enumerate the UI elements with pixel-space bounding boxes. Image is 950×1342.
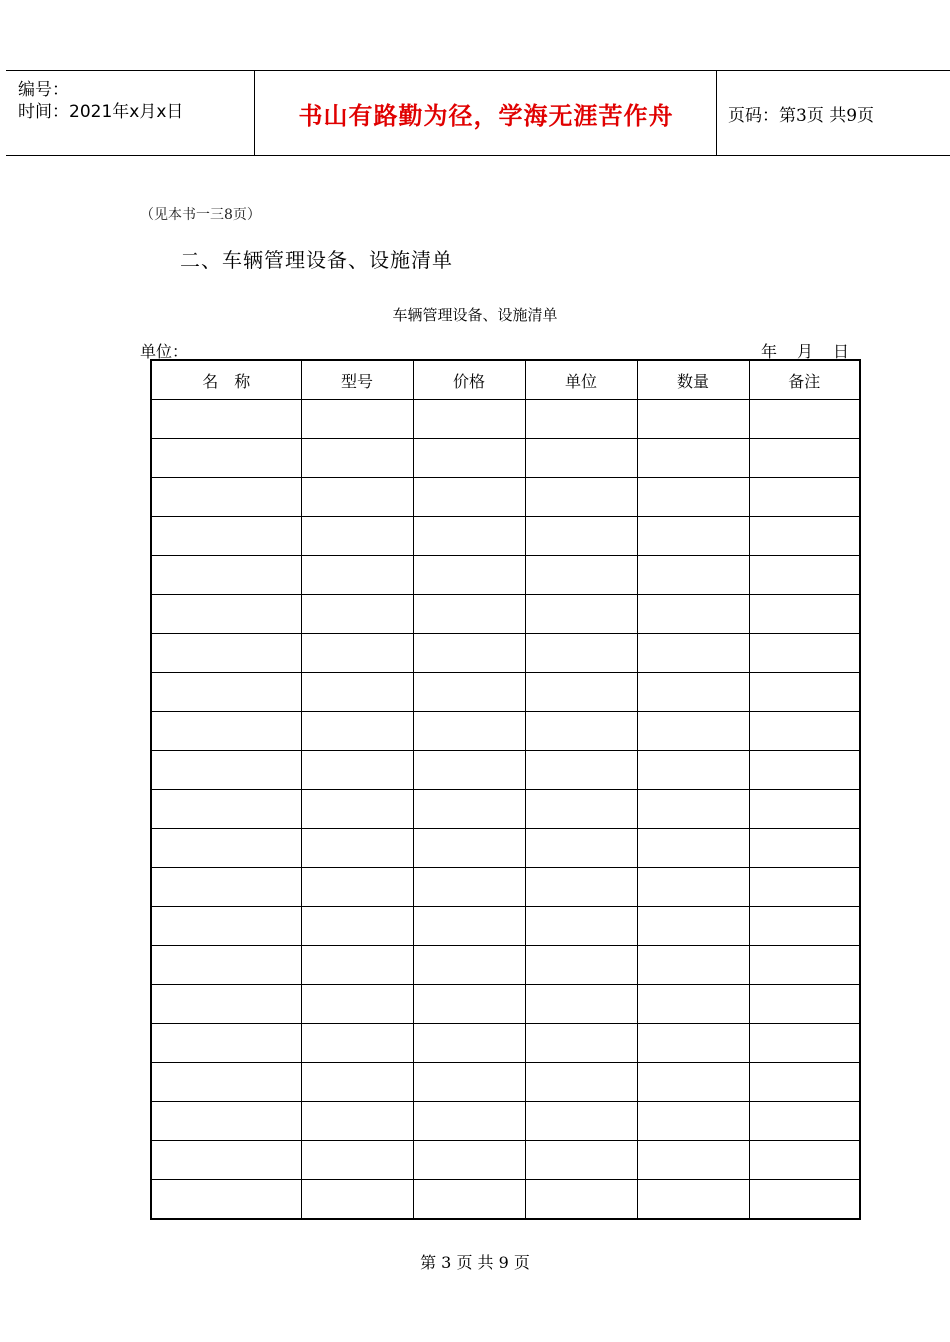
table-cell bbox=[749, 1141, 860, 1180]
table-cell bbox=[525, 1024, 637, 1063]
table-cell bbox=[749, 751, 860, 790]
table-cell bbox=[151, 790, 301, 829]
table-cell bbox=[637, 1141, 749, 1180]
table-cell bbox=[151, 751, 301, 790]
table-cell bbox=[637, 1180, 749, 1220]
column-header-name: 名 称 bbox=[151, 360, 301, 400]
table-cell bbox=[301, 1024, 413, 1063]
table-cell bbox=[525, 673, 637, 712]
table-row bbox=[151, 1063, 860, 1102]
table-cell bbox=[637, 868, 749, 907]
header-page-label: 页码：第3页 共9页 bbox=[728, 105, 875, 126]
table-cell bbox=[749, 556, 860, 595]
table-cell bbox=[413, 595, 525, 634]
date-month-label: 月 bbox=[797, 342, 814, 361]
table-cell bbox=[301, 985, 413, 1024]
table-cell bbox=[151, 1180, 301, 1220]
table-cell bbox=[637, 478, 749, 517]
table-cell bbox=[525, 1141, 637, 1180]
table-cell bbox=[301, 907, 413, 946]
table-row bbox=[151, 595, 860, 634]
table-cell bbox=[525, 439, 637, 478]
table-cell bbox=[413, 478, 525, 517]
table-cell bbox=[525, 517, 637, 556]
table-cell bbox=[525, 946, 637, 985]
table-cell bbox=[749, 1063, 860, 1102]
table-cell bbox=[151, 1024, 301, 1063]
table-cell bbox=[525, 751, 637, 790]
table-row bbox=[151, 400, 860, 439]
table-cell bbox=[749, 634, 860, 673]
table-cell bbox=[637, 400, 749, 439]
table-cell bbox=[301, 595, 413, 634]
table-cell bbox=[637, 1024, 749, 1063]
date-day-label: 日 bbox=[833, 342, 850, 361]
table-cell bbox=[749, 790, 860, 829]
table-cell bbox=[749, 829, 860, 868]
table-cell bbox=[525, 790, 637, 829]
table-cell bbox=[525, 868, 637, 907]
table-cell bbox=[301, 556, 413, 595]
table-row bbox=[151, 829, 860, 868]
table-cell bbox=[151, 985, 301, 1024]
table-cell bbox=[301, 946, 413, 985]
table-title: 车辆管理设备、设施清单 bbox=[392, 306, 558, 324]
table-cell bbox=[749, 946, 860, 985]
column-header-remarks: 备注 bbox=[749, 360, 860, 400]
header-meta bbox=[18, 79, 254, 123]
table-cell bbox=[525, 1180, 637, 1220]
column-header-model: 型号 bbox=[301, 360, 413, 400]
table-cell bbox=[151, 712, 301, 751]
table-cell bbox=[301, 673, 413, 712]
table-row bbox=[151, 790, 860, 829]
table-row bbox=[151, 1024, 860, 1063]
header-divider bbox=[254, 71, 255, 155]
table-cell bbox=[151, 1102, 301, 1141]
table-header-row bbox=[151, 360, 860, 400]
table-cell bbox=[413, 1180, 525, 1220]
table-cell bbox=[413, 985, 525, 1024]
table-cell bbox=[301, 829, 413, 868]
table-cell bbox=[637, 712, 749, 751]
table-cell bbox=[301, 439, 413, 478]
table-cell bbox=[413, 751, 525, 790]
date-year-label: 年 bbox=[761, 342, 778, 361]
table-row bbox=[151, 751, 860, 790]
table-cell bbox=[301, 1063, 413, 1102]
table-cell bbox=[413, 439, 525, 478]
table-cell bbox=[749, 1024, 860, 1063]
table-cell bbox=[525, 1063, 637, 1102]
table-cell bbox=[637, 907, 749, 946]
table-row bbox=[151, 868, 860, 907]
page-footer: 第 3 页 共 9 页 bbox=[420, 1253, 530, 1272]
table-cell bbox=[151, 556, 301, 595]
table-cell bbox=[749, 400, 860, 439]
table-row bbox=[151, 712, 860, 751]
table-cell bbox=[413, 907, 525, 946]
table-cell bbox=[637, 829, 749, 868]
table-body bbox=[151, 400, 860, 1220]
table-cell bbox=[413, 946, 525, 985]
table-cell bbox=[413, 634, 525, 673]
table-cell bbox=[151, 946, 301, 985]
column-header-quantity: 数量 bbox=[637, 360, 749, 400]
table-cell bbox=[151, 673, 301, 712]
table-cell bbox=[413, 400, 525, 439]
table-cell bbox=[637, 946, 749, 985]
table-cell bbox=[301, 478, 413, 517]
table-cell bbox=[301, 868, 413, 907]
table-cell bbox=[525, 556, 637, 595]
table-cell bbox=[151, 400, 301, 439]
table-cell bbox=[525, 907, 637, 946]
table-cell bbox=[749, 439, 860, 478]
table-cell bbox=[413, 1063, 525, 1102]
table-cell bbox=[525, 400, 637, 439]
table-cell bbox=[637, 634, 749, 673]
table-cell bbox=[749, 517, 860, 556]
table-cell bbox=[413, 1141, 525, 1180]
table-cell bbox=[151, 478, 301, 517]
table-row bbox=[151, 556, 860, 595]
table-cell bbox=[301, 790, 413, 829]
table-cell bbox=[151, 829, 301, 868]
table-row bbox=[151, 946, 860, 985]
header-divider bbox=[716, 71, 717, 155]
table-cell bbox=[301, 1102, 413, 1141]
table-cell bbox=[525, 985, 637, 1024]
table-cell bbox=[301, 751, 413, 790]
table-cell bbox=[749, 1180, 860, 1220]
equipment-list-table bbox=[150, 359, 861, 1220]
table-cell bbox=[413, 517, 525, 556]
table-row bbox=[151, 478, 860, 517]
reference-note: （见本书一三8页） bbox=[140, 207, 261, 223]
table-cell bbox=[151, 439, 301, 478]
table-cell bbox=[413, 556, 525, 595]
table-cell bbox=[749, 478, 860, 517]
table-row bbox=[151, 673, 860, 712]
table-cell bbox=[749, 673, 860, 712]
table-row bbox=[151, 1180, 860, 1220]
table-cell bbox=[413, 829, 525, 868]
table-cell bbox=[301, 712, 413, 751]
table-cell bbox=[749, 985, 860, 1024]
table-row bbox=[151, 1102, 860, 1141]
table-cell bbox=[637, 1102, 749, 1141]
table-cell bbox=[749, 1102, 860, 1141]
table-cell bbox=[637, 439, 749, 478]
table-cell bbox=[637, 517, 749, 556]
table-row bbox=[151, 1141, 860, 1180]
table-cell bbox=[413, 868, 525, 907]
table-cell bbox=[525, 478, 637, 517]
table-cell bbox=[525, 829, 637, 868]
table-cell bbox=[301, 400, 413, 439]
table-cell bbox=[413, 1102, 525, 1141]
table-cell bbox=[525, 595, 637, 634]
table-row bbox=[151, 517, 860, 556]
table-row bbox=[151, 985, 860, 1024]
table-cell bbox=[637, 751, 749, 790]
table-cell bbox=[413, 790, 525, 829]
table-cell bbox=[151, 1063, 301, 1102]
table-cell bbox=[413, 1024, 525, 1063]
table-cell bbox=[525, 634, 637, 673]
table-cell bbox=[749, 868, 860, 907]
table-cell bbox=[525, 1102, 637, 1141]
table-cell bbox=[151, 907, 301, 946]
table-cell bbox=[151, 517, 301, 556]
column-header-unit: 单位 bbox=[525, 360, 637, 400]
section-heading: 二、车辆管理设备、设施清单 bbox=[180, 248, 453, 272]
column-header-price: 价格 bbox=[413, 360, 525, 400]
table-cell bbox=[749, 595, 860, 634]
table-row bbox=[151, 907, 860, 946]
table-cell bbox=[413, 712, 525, 751]
table-cell bbox=[301, 1180, 413, 1220]
table-cell bbox=[151, 595, 301, 634]
header-motto: 书山有路勤为径，学海无涯苦作舟 bbox=[298, 100, 674, 130]
table-cell bbox=[301, 517, 413, 556]
table-cell bbox=[151, 868, 301, 907]
table-cell bbox=[637, 595, 749, 634]
table-cell bbox=[749, 907, 860, 946]
unit-label: 单位： bbox=[140, 342, 189, 361]
table-cell bbox=[637, 556, 749, 595]
table-cell bbox=[637, 673, 749, 712]
page-header bbox=[6, 70, 950, 156]
table-cell bbox=[637, 1063, 749, 1102]
document-number-label: 编号： bbox=[18, 80, 69, 100]
table-cell bbox=[525, 712, 637, 751]
table-row bbox=[151, 439, 860, 478]
table-cell bbox=[151, 634, 301, 673]
table-cell bbox=[413, 673, 525, 712]
table-cell bbox=[301, 1141, 413, 1180]
table-row bbox=[151, 634, 860, 673]
table-cell bbox=[151, 1141, 301, 1180]
table-cell bbox=[637, 985, 749, 1024]
table-cell bbox=[301, 634, 413, 673]
table-cell bbox=[637, 790, 749, 829]
table-cell bbox=[749, 712, 860, 751]
document-time-label: 时间：2021年x月x日 bbox=[18, 102, 184, 122]
